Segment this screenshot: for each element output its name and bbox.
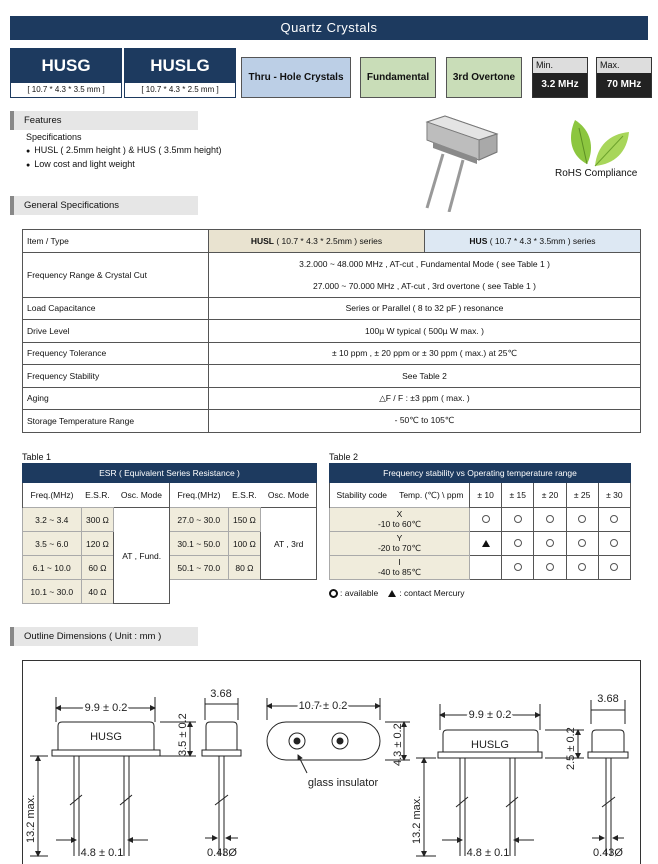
stability-table bbox=[329, 463, 631, 580]
table-row bbox=[23, 365, 641, 388]
stability-row-i: I-40 to 85℃ bbox=[330, 556, 470, 580]
stability-table-title: Frequency stability vs Operating temperature range bbox=[330, 464, 631, 483]
stability-row-y: Y-20 to 70℃ bbox=[330, 532, 470, 556]
available-icon bbox=[578, 539, 586, 547]
contact-icon bbox=[482, 540, 490, 547]
tag-fundamental: Fundamental bbox=[360, 57, 436, 98]
husl-series-header: HUSL ( 10.7 * 4.3 * 2.5mm ) series bbox=[209, 230, 425, 253]
table-row bbox=[23, 342, 641, 365]
esr-table bbox=[22, 463, 317, 604]
huslg-pitch-dim: 4.8 ± 0.1 bbox=[466, 847, 510, 859]
freq-min bbox=[532, 57, 588, 98]
model-name: HUSLG bbox=[125, 49, 235, 83]
spec-label: Item / Type bbox=[23, 230, 209, 253]
available-icon bbox=[514, 515, 522, 523]
model-dims: [ 10.7 * 4.3 * 3.5 mm ] bbox=[27, 85, 105, 94]
table-row bbox=[23, 320, 641, 343]
available-icon bbox=[546, 563, 554, 571]
esr-value: 100 Ω bbox=[228, 532, 261, 556]
col-header: E.S.R. bbox=[85, 490, 110, 500]
spec-value: ± 10 ppm , ± 20 ppm or ± 30 ppm ( max.) at 25℃ bbox=[209, 342, 641, 365]
features-heading: Specifications bbox=[26, 132, 82, 142]
col-header: ± 20 bbox=[534, 483, 566, 508]
freq-max-value: 70 MHz bbox=[597, 73, 651, 97]
esr-table-title: ESR ( Equivalent Series Resistance ) bbox=[23, 464, 317, 483]
general-spec-header: General Specifications bbox=[10, 196, 198, 215]
col-header: E.S.R. bbox=[232, 490, 257, 500]
outline-drawing bbox=[0, 660, 658, 864]
spec-value: - 50℃ to 105℃ bbox=[209, 410, 641, 433]
available-icon bbox=[610, 515, 618, 523]
stability-legend: : available : contact Mercury bbox=[329, 588, 464, 598]
col-header: ± 15 bbox=[502, 483, 534, 508]
hus-series-header: HUS ( 10.7 * 4.3 * 3.5mm ) series bbox=[425, 230, 641, 253]
col-header: Freq.(MHz) bbox=[177, 490, 221, 500]
esr-value: 60 Ω bbox=[81, 556, 114, 580]
model-husg bbox=[10, 48, 122, 98]
esr-freq: 3.5 ~ 6.0 bbox=[23, 532, 82, 556]
freq-max bbox=[596, 57, 652, 98]
glass-insulator-label: glass insulator bbox=[307, 777, 379, 789]
rohs-label: RoHS Compliance bbox=[555, 168, 638, 179]
col-header: Freq.(MHz) bbox=[23, 483, 82, 508]
huslg-body-label: HUSLG bbox=[471, 739, 509, 751]
esr-value: 40 Ω bbox=[81, 580, 114, 604]
outline-header: Outline Dimensions ( Unit : mm ) bbox=[10, 627, 198, 646]
col-header: Stability code bbox=[330, 483, 394, 508]
col-header: Temp. (℃) \ ppm bbox=[399, 489, 464, 500]
col-header: ± 10 bbox=[470, 483, 502, 508]
freq-min-label: Min. bbox=[533, 58, 587, 73]
table2-caption: Table 2 bbox=[329, 452, 359, 462]
freq-max-label: Max. bbox=[597, 58, 651, 73]
table1-caption: Table 1 bbox=[22, 452, 52, 462]
huslg-lead-length-dim: 13.2 max. bbox=[411, 795, 423, 844]
side2-lead-dia-dim: 0.43Ø bbox=[593, 847, 623, 859]
huslg-width-dim: 9.9 ± 0.2 bbox=[468, 709, 512, 721]
available-icon bbox=[610, 563, 618, 571]
side1-lead-dia-dim: 0.43Ø bbox=[207, 847, 237, 859]
spec-value: 27.000 ~ 70.000 MHz , AT-cut , 3rd overtone ( see Table 1 ) bbox=[209, 275, 641, 298]
top-width-dim: 10.7 ± 0.2 bbox=[298, 700, 348, 712]
freq-min-value: 3.2 MHz bbox=[533, 73, 587, 97]
esr-freq: 3.2 ~ 3.4 bbox=[23, 508, 82, 532]
model-dims: [ 10.7 * 4.3 * 2.5 mm ] bbox=[141, 85, 219, 94]
esr-freq: 30.1 ~ 50.0 bbox=[169, 532, 228, 556]
spec-label: Frequency Tolerance bbox=[23, 342, 209, 365]
spec-label: Frequency Range & Crystal Cut bbox=[23, 252, 209, 297]
crystal-product-image bbox=[405, 112, 515, 212]
esr-mode: AT , 3rd bbox=[261, 508, 317, 580]
contact-icon bbox=[388, 590, 396, 597]
table-row bbox=[23, 252, 641, 275]
esr-freq: 27.0 ~ 30.0 bbox=[169, 508, 228, 532]
available-icon bbox=[578, 515, 586, 523]
model-name: HUSG bbox=[11, 49, 121, 83]
available-icon bbox=[514, 563, 522, 571]
esr-value: 80 Ω bbox=[228, 556, 261, 580]
esr-freq: 10.1 ~ 30.0 bbox=[23, 580, 82, 604]
tag-mount: Thru - Hole Crystals bbox=[241, 57, 351, 98]
spec-label: Storage Temperature Range bbox=[23, 410, 209, 433]
top-height-dim: 4.3 ± 0.2 bbox=[392, 723, 404, 766]
table-row bbox=[23, 230, 641, 253]
spec-label: Drive Level bbox=[23, 320, 209, 343]
features-list bbox=[26, 131, 221, 172]
general-spec-table bbox=[22, 229, 641, 433]
esr-value: 300 Ω bbox=[81, 508, 114, 532]
spec-value: △F / F : ±3 ppm ( max. ) bbox=[209, 387, 641, 410]
available-icon bbox=[610, 539, 618, 547]
col-header: Osc. Mode bbox=[114, 483, 170, 508]
feature-item: ● Low cost and light weight bbox=[26, 158, 221, 172]
col-header: ± 25 bbox=[566, 483, 598, 508]
spec-label: Frequency Stability bbox=[23, 365, 209, 388]
tag-overtone: 3rd Overtone bbox=[446, 57, 522, 98]
esr-value: 120 Ω bbox=[81, 532, 114, 556]
available-icon bbox=[578, 563, 586, 571]
side1-width-dim: 3.68 bbox=[210, 688, 232, 700]
spec-label: Load Capacitance bbox=[23, 297, 209, 320]
col-header: ± 30 bbox=[598, 483, 630, 508]
husg-pitch-dim: 4.8 ± 0.1 bbox=[80, 847, 124, 859]
esr-value: 150 Ω bbox=[228, 508, 261, 532]
stability-row-x: X-10 to 60℃ bbox=[330, 508, 470, 532]
page-title: Quartz Crystals bbox=[10, 16, 648, 40]
features-header: Features bbox=[10, 111, 198, 130]
available-icon bbox=[329, 589, 338, 598]
esr-freq: 50.1 ~ 70.0 bbox=[169, 556, 228, 580]
husg-lead-length-dim: 13.2 max. bbox=[25, 794, 37, 843]
model-huslg bbox=[124, 48, 236, 98]
spec-value: 3.2.000 ~ 48.000 MHz , AT-cut , Fundamental Mode ( see Table 1 ) bbox=[209, 252, 641, 275]
table-row bbox=[23, 387, 641, 410]
table-row bbox=[23, 410, 641, 433]
col-header: Osc. Mode bbox=[261, 483, 317, 508]
available-icon bbox=[546, 515, 554, 523]
spec-value: 100µ W typical ( 500µ W max. ) bbox=[209, 320, 641, 343]
available-icon bbox=[514, 539, 522, 547]
huslg-height-dim: 2.5 ± 0.2 bbox=[565, 727, 577, 770]
side2-width-dim: 3.68 bbox=[597, 693, 619, 705]
spec-label: Aging bbox=[23, 387, 209, 410]
spec-value: See Table 2 bbox=[209, 365, 641, 388]
rohs-leaf-icon bbox=[565, 116, 635, 168]
husg-width-dim: 9.9 ± 0.2 bbox=[84, 702, 128, 714]
husg-body-label: HUSG bbox=[90, 731, 122, 743]
table-row bbox=[23, 297, 641, 320]
spec-value: Series or Parallel ( 8 to 32 pF ) resonance bbox=[209, 297, 641, 320]
husg-height-dim: 3.5 ± 0.2 bbox=[177, 713, 189, 756]
available-icon bbox=[482, 515, 490, 523]
available-icon bbox=[546, 539, 554, 547]
esr-freq: 6.1 ~ 10.0 bbox=[23, 556, 82, 580]
feature-item: ● HUSL ( 2.5mm height ) & HUS ( 3.5mm height) bbox=[26, 144, 221, 158]
esr-mode: AT , Fund. bbox=[114, 508, 170, 604]
